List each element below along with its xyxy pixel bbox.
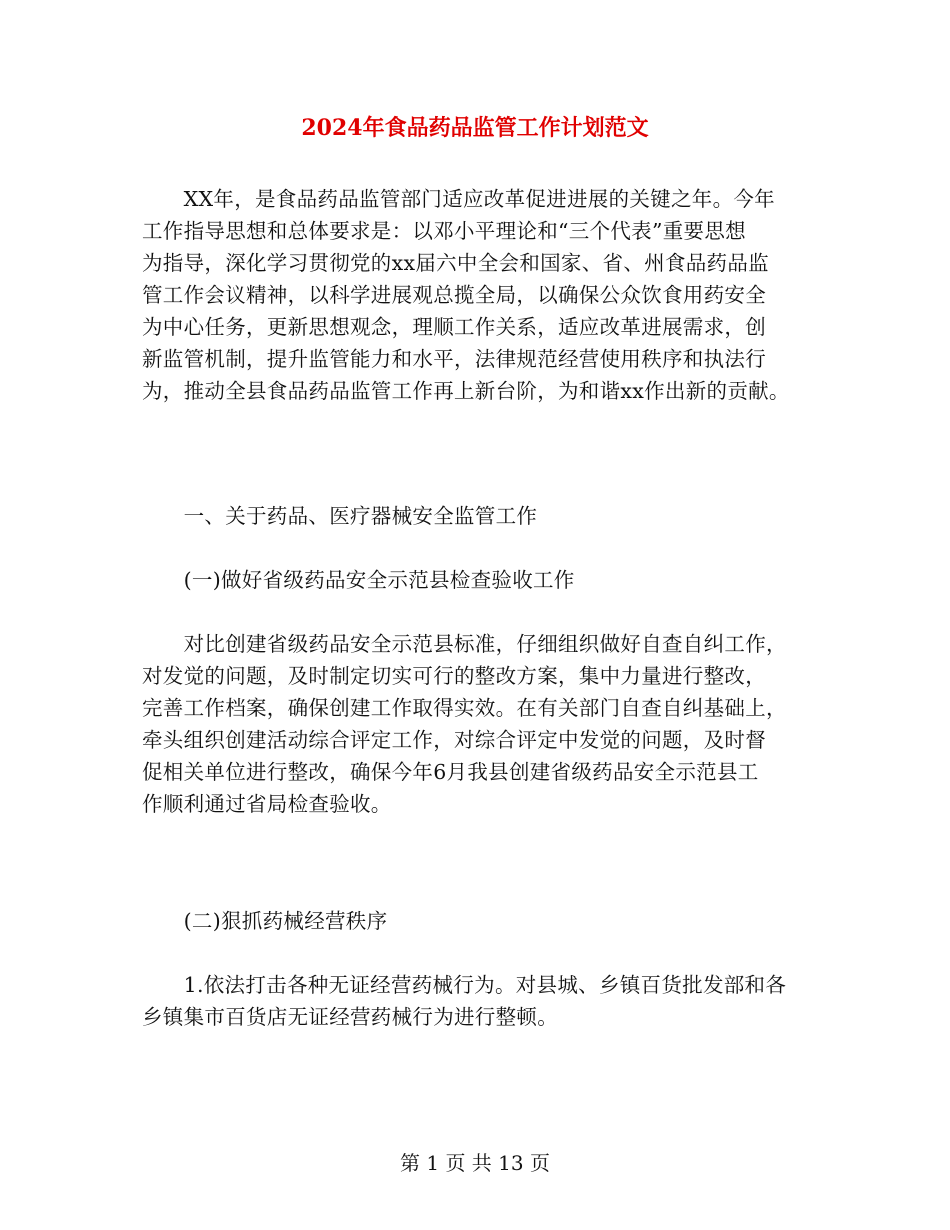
section-heading-text: 一、关于药品、医疗器械安全监管工作 (142, 504, 538, 528)
subsection-heading-text: (一)做好省级药品安全示范县检查验收工作 (142, 568, 575, 592)
intro-paragraph (142, 183, 822, 407)
subsection-heading (142, 564, 822, 596)
intro-line: XX年，是食品药品监管部门适应改革促进进展的关键之年。今年 (142, 187, 775, 211)
paragraph-line: 完善工作档案，确保创建工作取得实效。在有关部门自查自纠基础上， (142, 696, 787, 720)
paragraph-line: 乡镇集市百货店无证经营药械行为进行整顿。 (142, 1005, 558, 1029)
intro-line: 新监管机制，提升监管能力和水平，法律规范经营使用秩序和执法行 (142, 347, 766, 371)
paragraph-line: 对发觉的问题，及时制定切实可行的整改方案，集中力量进行整改， (142, 664, 766, 688)
intro-line: 为，推动全县食品药品监管工作再上新台阶，为和谐xx作出新的贡献。 (142, 379, 790, 403)
document-title: 2024年食品药品监管工作计划范文 (301, 115, 649, 141)
section-heading (142, 500, 822, 532)
body-paragraph (142, 628, 822, 820)
intro-line: 为中心任务，更新思想观念，理顺工作关系，适应改革进展需求，创 (142, 315, 766, 339)
paragraph-line: 1.依法打击各种无证经营药械行为。对县城、乡镇百货批发部和各 (142, 973, 787, 997)
intro-line: 管工作会议精神，以科学进展观总揽全局，以确保公众饮食用药安全 (142, 283, 766, 307)
intro-line: 为指导，深化学习贯彻党的xx届六中全会和国家、省、州食品药品监 (142, 251, 769, 275)
paragraph-line: 作顺利通过省局检查验收。 (142, 792, 392, 816)
body-paragraph (142, 969, 822, 1033)
intro-line: 工作指导思想和总体要求是：以邓小平理论和“三个代表”重要思想 (142, 219, 746, 243)
subsection-heading (142, 905, 822, 937)
page-number-footer: 第 1 页 共 13 页 (400, 1151, 550, 1175)
subsection-heading-text: (二)狠抓药械经营秩序 (142, 909, 388, 933)
paragraph-line: 对比创建省级药品安全示范县标准，仔细组织做好自查自纠工作， (142, 632, 787, 656)
paragraph-line: 牵头组织创建活动综合评定工作，对综合评定中发觉的问题，及时督 (142, 728, 766, 752)
paragraph-line: 促相关单位进行整改，确保今年6月我县创建省级药品安全示范县工 (142, 760, 759, 784)
